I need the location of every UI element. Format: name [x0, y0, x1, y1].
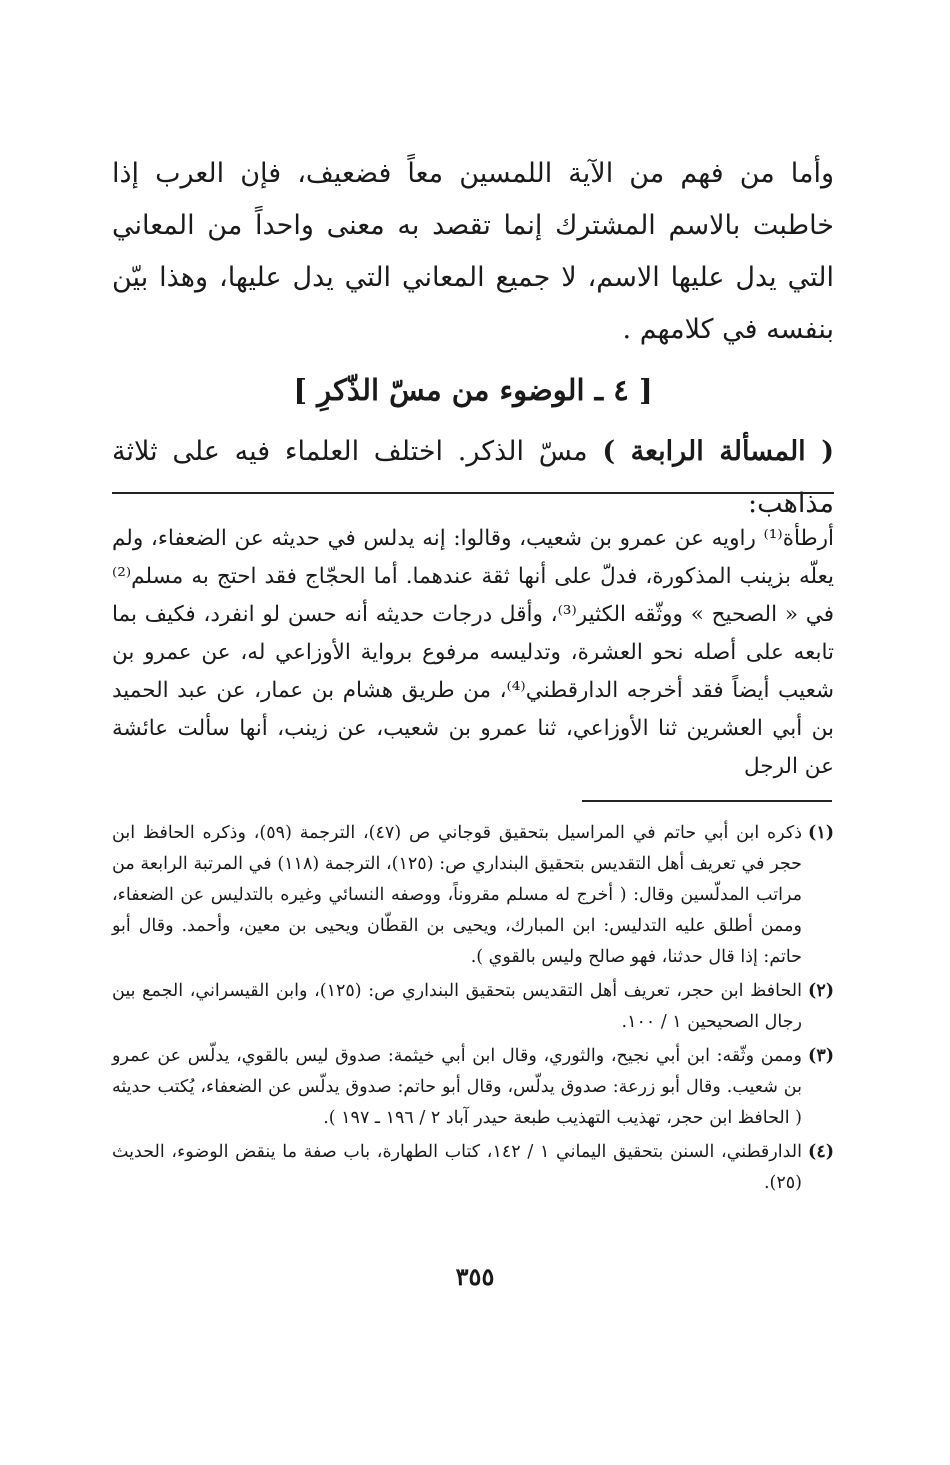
- footnote-text: وممن وثّقه: ابن أبي نجيح، والثوري، وقال ابن أبي خيثمة: صدوق ليس بالقوي، يدلّس عن عمرو بن شعيب. وقال أبو زرعة: صدوق يدلّس، وقال أبو حاتم: صدوق يدلّس عن الضعفاء، يُكتب حديثه ( الحافظ ابن حجر، تهذيب التهذيب طبعة حيدر آباد ٢ / ١٩٦ ـ ١٩٧ ).: [112, 1046, 802, 1128]
- footnote-number: (١): [808, 823, 834, 843]
- main-divider: [112, 492, 834, 494]
- paragraph-1: وأما من فهم من الآية اللمسين معاً فضعيف، فإن العرب إذا خاطبت بالاسم المشترك إنما تقصد به معنى واحداً من المعاني التي يدل عليها الاسم، لا جميع المعاني التي يدل عليها، وهذا بيّن بنفسه في كلامهم .: [112, 158, 834, 345]
- footnote-text: الدارقطني، السنن بتحقيق اليماني ١ / ١٤٢، كتاب الطهارة، باب صفة ما ينقض الوضوء، الحديث (٢٥).: [112, 1142, 802, 1193]
- section-heading: [ ٤ ـ الوضوء من مسّ الذّكرِ ]: [293, 373, 653, 407]
- footnote-number: (٤): [808, 1142, 834, 1162]
- footnote-number: (٣): [808, 1046, 834, 1066]
- footnote-3: [112, 1041, 834, 1134]
- footnote-divider: [582, 800, 832, 802]
- commentary-paragraph: أرطأة⁽¹⁾ راويه عن عمرو بن شعيب، وقالوا: إنه يدلس في حديثه عن الضعفاء، ولم يعلّه بزينب المذكورة، فدلّ على أنها ثقة عندهما. أما الحجّاج فقد احتج به مسلم⁽²⁾ في « الصحيح » ووثّقه الكثير⁽³⁾، وأقل درجات حديثه أنه حسن لو انفرد، فكيف بما تابعه على أصله نحو العشرة، وتدليسه مرفوع برواية الأوزاعي له، عن عمرو بن شعيب أيضاً فقد أخرجه الدارقطني⁽⁴⁾، من طريق هشام بن عمار، عن عبد الحميد بن أبي العشرين ثنا الأوزاعي، ثنا عمرو بن شعيب، عن زينب، أنها سألت عائشة عن الرجل: [112, 526, 834, 779]
- paragraph-2-text: مسّ الذكر. اختلف العلماء فيه على ثلاثة مذاهب:: [112, 436, 834, 519]
- page-number: ٣٥٥: [455, 1262, 495, 1291]
- footnote-number: (٢): [808, 981, 834, 1001]
- issue-label: ( المسألة الرابعة ): [602, 436, 834, 467]
- footnote-1: [112, 818, 834, 973]
- main-text: [112, 148, 834, 530]
- footnotes: [112, 818, 834, 1202]
- commentary-text: [112, 520, 834, 786]
- footnote-text: ذكره ابن أبي حاتم في المراسيل بتحقيق قوجاني ص (٤٧)، الترجمة (٥٩)، وذكره الحافظ ابن حجر في تعريف أهل التقديس بتحقيق البنداري ص: (١٢٥)، الترجمة (١١٨) في المرتبة الرابعة من مراتب المدلّسين وقال: ( أخرج له مسلم مقروناً، ووصفه النسائي وغيره بالتدليس عن الضعفاء، وممن أطلق عليه التدليس: ابن المبارك، ويحيى بن القطّان ويحيى بن معين، وأحمد. وقال أبو حاتم: إذا قال حدثنا، فهو صالح وليس بالقوي ).: [112, 823, 802, 967]
- footnote-4: [112, 1137, 834, 1199]
- paragraph-2: [112, 426, 834, 530]
- footnote-text: الحافظ ابن حجر، تعريف أهل التقديس بتحقيق البنداري ص: (١٢٥)، وابن القيسراني، الجمع بين رجال الصحيحين ١ / ١٠٠.: [112, 981, 802, 1032]
- footnote-2: [112, 976, 834, 1038]
